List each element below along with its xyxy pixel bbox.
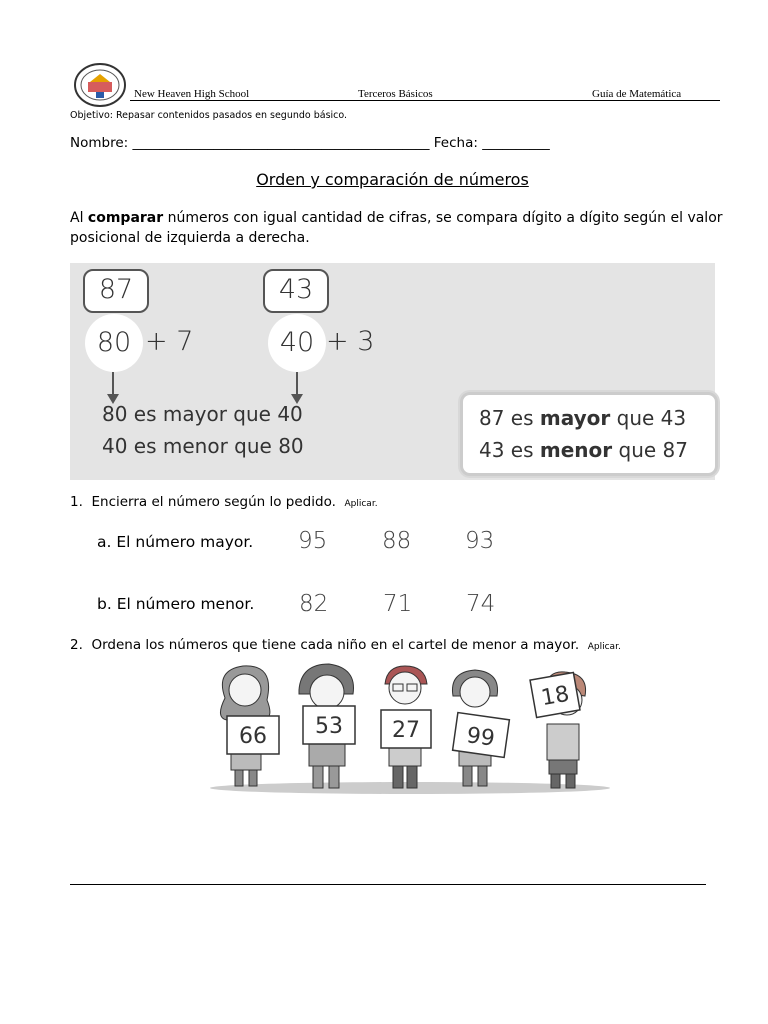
- school-logo-icon: [74, 62, 126, 108]
- plus-sign: + 3: [326, 326, 375, 357]
- option-number[interactable]: 82: [299, 591, 329, 617]
- subject-label: Guía de Matemática: [592, 88, 682, 100]
- number-box-43: 43: [263, 269, 329, 313]
- exercise-1b-label: b. El número menor.: [97, 595, 255, 613]
- objective-text: Objetivo: Repasar contenidos pasados en segundo básico.: [70, 110, 348, 121]
- children-holding-signs-illustration: [205, 660, 615, 795]
- intro-paragraph: Al comparar números con igual cantidad de cifras, se compara dígito a dígito según el valor posicional de izquierda a derecha.: [70, 210, 723, 246]
- sign-99-text: 99: [465, 723, 497, 752]
- intro-bold-word: comparar: [87, 210, 164, 226]
- answer-line[interactable]: [70, 884, 706, 885]
- option-number[interactable]: 74: [466, 591, 496, 617]
- exercise-1a-label: a. El número mayor.: [97, 533, 254, 551]
- arrow-down-icon: [296, 372, 298, 396]
- comparison-line-2: 40 es menor que 80: [102, 434, 304, 458]
- skill-tag: Aplicar.: [344, 499, 378, 509]
- name-date-row: [70, 135, 550, 151]
- sign-18-text: 18: [539, 681, 572, 712]
- tens-circle-80: 80: [85, 314, 143, 372]
- header-divider: [130, 100, 720, 101]
- page-title: Orden y comparación de números: [256, 170, 529, 189]
- exercise-2-heading: 2. Ordena los números que tiene cada niño en el cartel de menor a mayor. Aplicar.: [70, 637, 621, 653]
- result-box: [460, 392, 718, 476]
- skill-tag: Aplicar.: [587, 642, 621, 652]
- result-line-1: 87 es mayor que 43: [479, 406, 687, 430]
- option-number[interactable]: 95: [298, 528, 328, 554]
- nombre-label: Nombre:: [70, 135, 129, 151]
- sign-53-text: 53: [315, 714, 343, 739]
- grade-label: Terceros Básicos: [358, 88, 433, 100]
- tens-circle-40: 40: [268, 314, 326, 372]
- nombre-field[interactable]: ____________________________________________: [132, 135, 430, 151]
- school-name: New Heaven High School: [134, 88, 250, 100]
- sign-27-text: 27: [392, 718, 420, 743]
- comparison-line-1: 80 es mayor que 40: [102, 402, 303, 426]
- fecha-field[interactable]: __________: [482, 135, 550, 151]
- sign-66-text: 66: [239, 724, 267, 749]
- arrow-down-icon: [112, 372, 114, 396]
- plus-sign: + 7: [145, 326, 194, 357]
- result-line-2: 43 es menor que 87: [479, 438, 688, 462]
- option-number[interactable]: 93: [465, 528, 495, 554]
- option-number[interactable]: 71: [383, 591, 413, 617]
- number-box-87: 87: [83, 269, 149, 313]
- option-number[interactable]: 88: [382, 528, 412, 554]
- exercise-1-heading: 1. Encierra el número según lo pedido. Aplicar.: [70, 494, 378, 510]
- fecha-label: Fecha:: [433, 135, 478, 151]
